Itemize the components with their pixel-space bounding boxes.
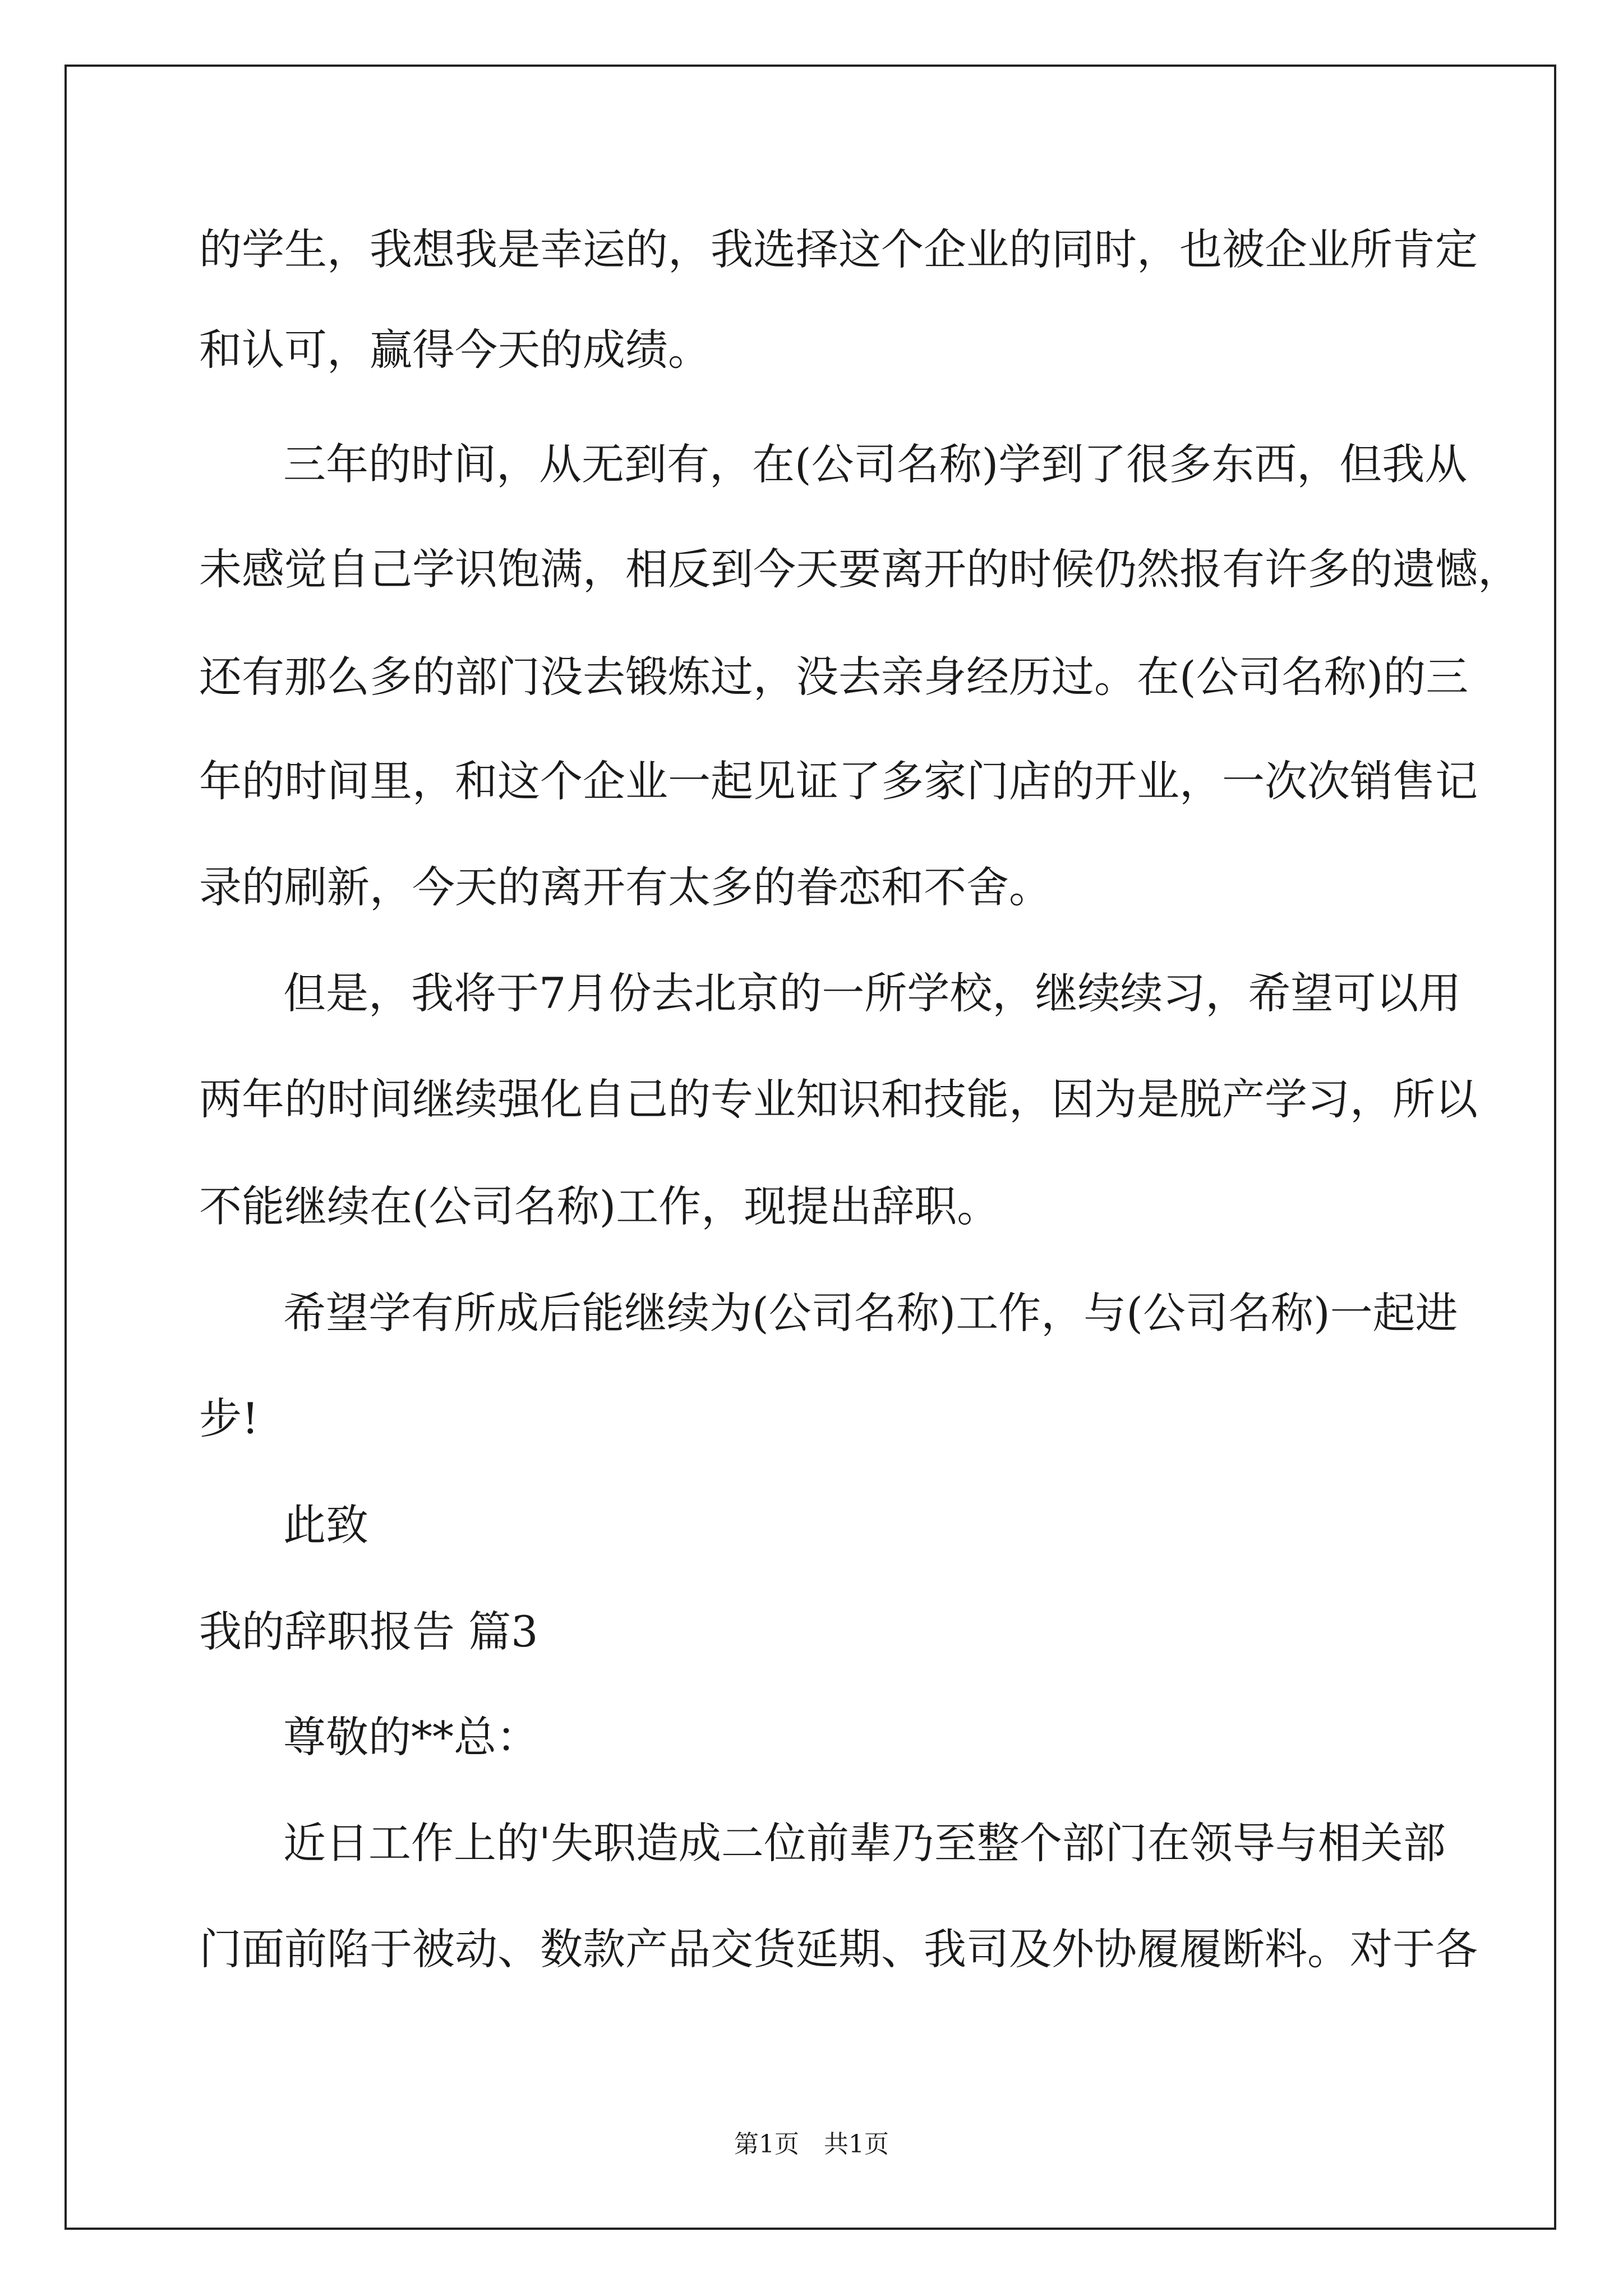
paragraph-start-line: 近日工作上的'失职造成二位前辈乃至整个部门在领导与相关部 bbox=[283, 1818, 1446, 1868]
body-line: 门面前陷于被动、数款产品交货延期、我司及外协履履断料。对于各 bbox=[199, 1924, 1478, 1974]
paragraph-start-line: 但是，我将于7月份去北京的一所学校，继续续习，希望可以用 bbox=[283, 968, 1461, 1018]
paragraph-start-line: 希望学有所成后能继续为(公司名称)工作，与(公司名称)一起进 bbox=[283, 1288, 1458, 1338]
salutation-line: 尊敬的**总： bbox=[283, 1712, 539, 1762]
body-line: 的学生，我想我是幸运的，我选择这个企业的同时，也被企业所肯定 bbox=[199, 224, 1478, 274]
body-line: 两年的时间继续强化自己的专业知识和技能，因为是脱产学习，所以 bbox=[199, 1074, 1478, 1124]
body-line: 步! bbox=[199, 1393, 259, 1443]
body-line: 不能继续在(公司名称)工作，现提出辞职。 bbox=[199, 1181, 1000, 1231]
body-line: 和认可，赢得今天的成绩。 bbox=[199, 325, 711, 375]
body-line: 还有那么多的部门没去锻炼过，没去亲身经历过。在(公司名称)的三 bbox=[199, 652, 1469, 702]
body-line: 年的时间里，和这个企业一起见证了多家门店的开业，一次次销售记 bbox=[199, 756, 1478, 806]
page-footer: 第1页 共1页 bbox=[734, 2130, 889, 2159]
page-border bbox=[64, 65, 1556, 2230]
closing-line: 此致 bbox=[283, 1500, 368, 1550]
paragraph-start-line: 三年的时间，从无到有，在(公司名称)学到了很多东西，但我从 bbox=[283, 439, 1468, 489]
body-line: 未感觉自己学识饱满，相反到今天要离开的时候仍然报有许多的遗憾， bbox=[199, 544, 1520, 594]
section-heading: 我的辞职报告 篇3 bbox=[199, 1607, 538, 1657]
body-line: 录的刷新，今天的离开有太多的眷恋和不舍。 bbox=[199, 862, 1052, 912]
